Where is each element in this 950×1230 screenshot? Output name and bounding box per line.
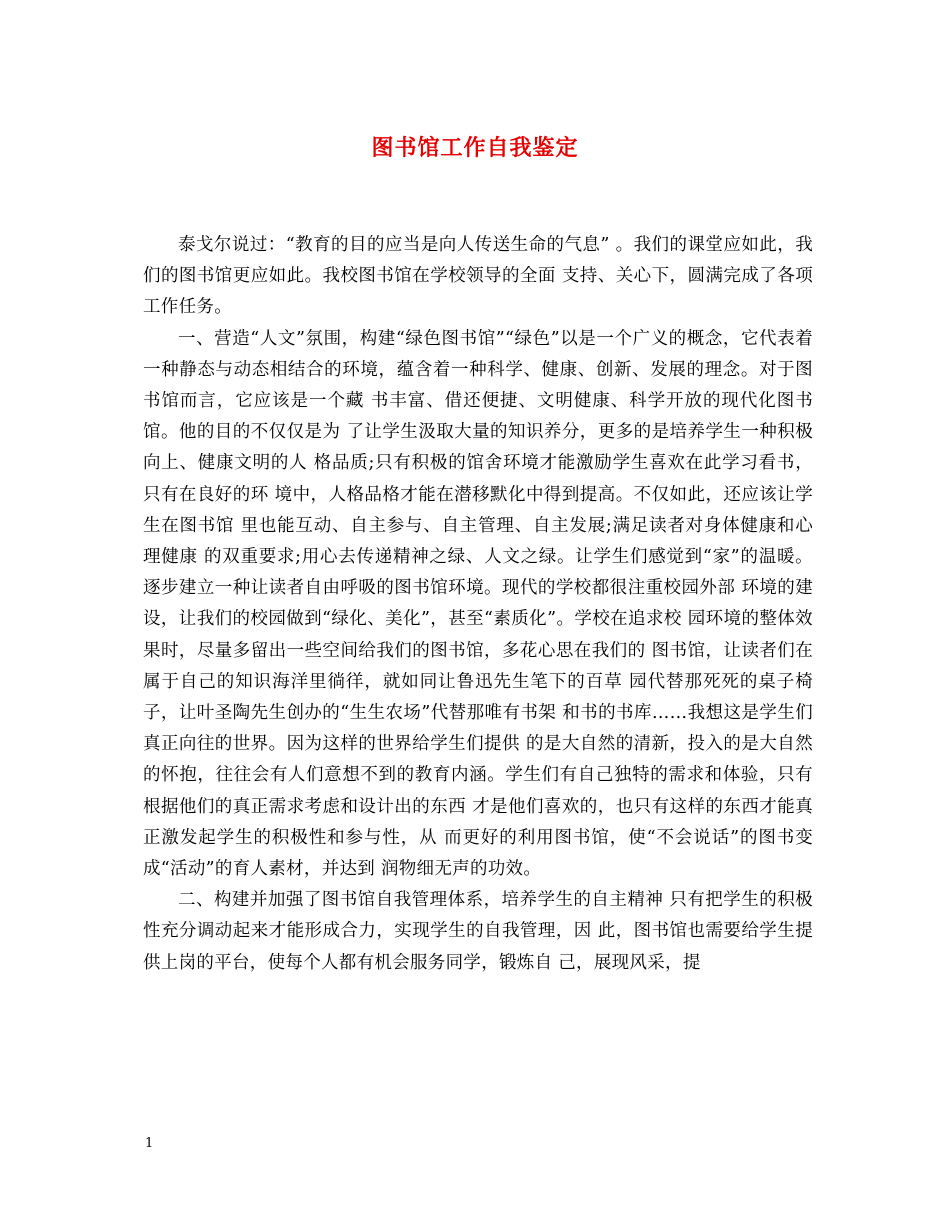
paragraph-intro: 泰戈尔说过：“教育的目的应当是向人传送生命的气息” 。我们的课堂应如此，我们的图书馆更应如此。我校图书馆在学校领导的全面 支持、关心下，圆满完成了各项工作任务。	[143, 235, 813, 318]
page-number: 1	[145, 1136, 154, 1151]
paragraph-section-one: 一、营造“人文”氛围，构建“绿色图书馆”“绿色”以是一个广义的概念，它代表着一种静态与动态相结合的环境，蕴含着一种科学、健康、创新、发展的理念。对于图书馆而言，它应该是一个藏 书丰富、借还便捷、文明健康、科学开放的现代化图书馆。他的目的不仅仅是为 了让学生汲取大量的知识养分，更多的是培养学生一种积极向上、健康文明的人 格品质;只有积极的馆舍环境才能激励学生喜欢在此学习看书，只有在良好的环 境中，人格品格才能在潜移默化中得到提高。不仅如此，还应该让学生在图书馆 里也能互动、自主参与、自主管理、自主发展;满足读者对身体健康和心理健康 的双重要求;用心去传递精神之绿、人文之绿。让学生们感觉到“家”的温暖。逐步建立一种让读者自由呼吸的图书馆环境。现代的学校都很注重校园外部 环境的建设，让我们的校园做到“绿化、美化”，甚至“素质化”。学校在追求校 园环境的整体效果时，尽量多留出一些空间给我们的图书馆，多花心思在我们的 图书馆，让读者们在属于自己的知识海洋里徜徉，就如同让鲁迅先生笔下的百草 园代替那死死的桌子椅子，让叶圣陶先生创办的“生生农场”代替那唯有书架 和书的书库……我想这是学生们真正向往的世界。因为这样的世界给学生们提供 的是大自然的清新，投入的是大自然的怀抱，往往会有人们意想不到的教育内涵。学生们有自己独特的需求和体验，只有根据他们的真正需求考虑和设计出的东西 才是他们喜欢的，也只有这样的东西才能真正激发起学生的积极性和参与性，从 而更好的利用图书馆，使“不会说话”的图书变成“活动”的育人素材，并达到 润物细无声的功效。	[143, 328, 813, 880]
paragraph-section-two: 二、构建并加强了图书馆自我管理体系，培养学生的自主精神 只有把学生的积极性充分调动起来才能形成合力，实现学生的自我管理，因 此，图书馆也需要给学生提供上岗的平台，使每个人都有机会服务同学，锻炼自 己，展现风采，提	[143, 890, 813, 973]
document-body	[143, 230, 813, 979]
document-title: 图书馆工作自我鉴定	[371, 136, 579, 161]
